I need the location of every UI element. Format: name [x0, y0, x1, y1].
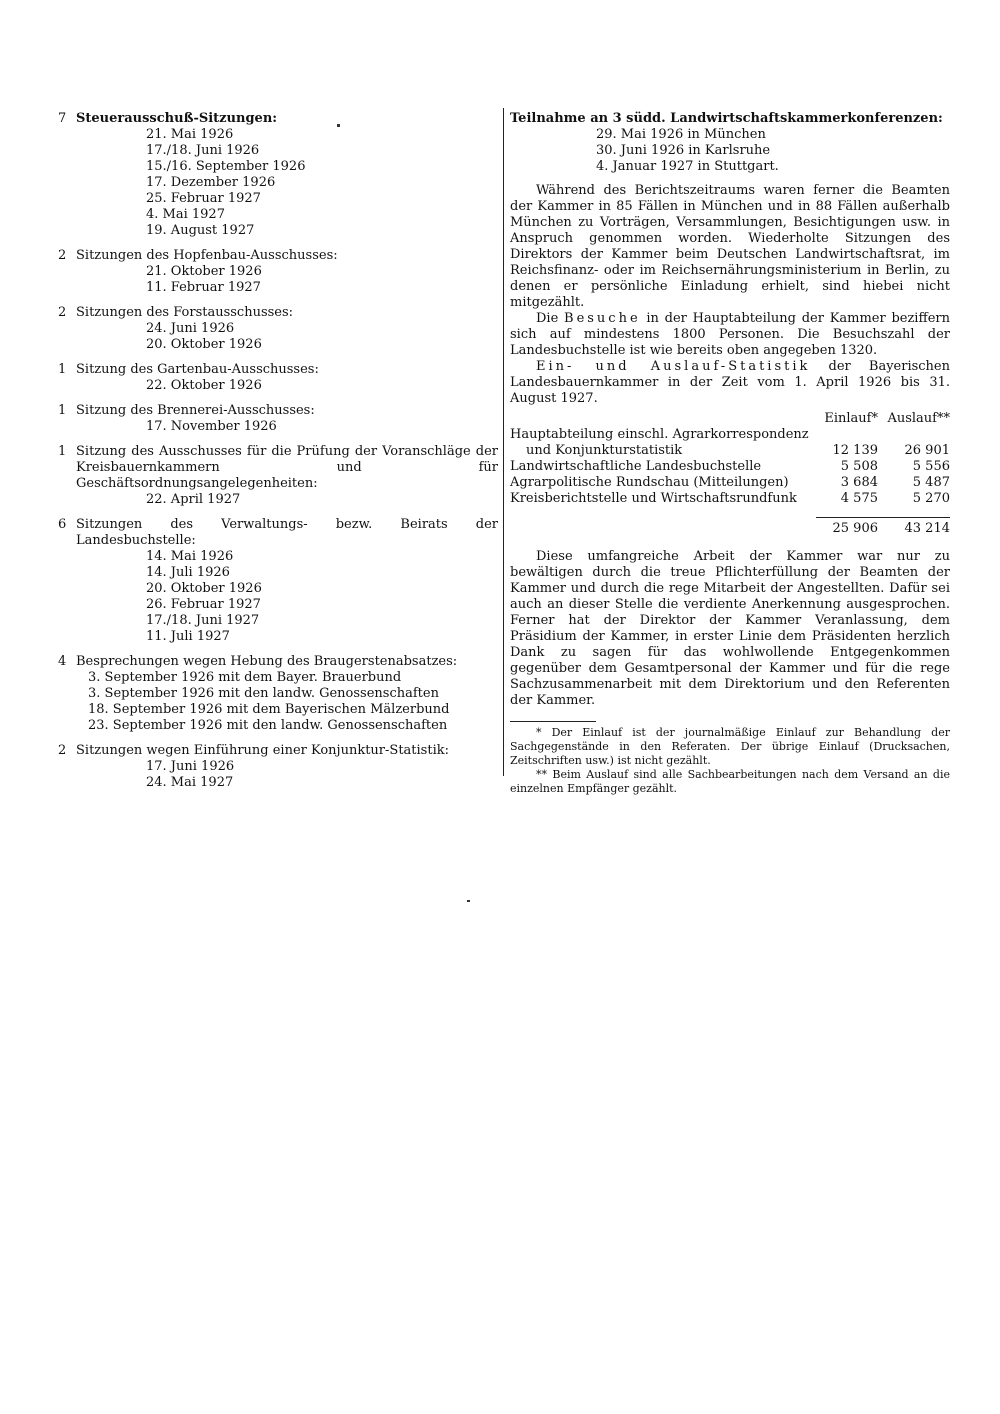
meeting-date: 25. Februar 1927	[146, 191, 261, 206]
statistics-auslauf	[878, 427, 950, 443]
meeting-title: Sitzungen des Verwaltungs- bezw. Beirats der Landesbuchstelle:	[76, 517, 498, 548]
header-auslauf: Auslauf**	[887, 411, 950, 426]
meeting-date: 17. Juni 1926	[146, 759, 235, 774]
meeting-date: 14. Juli 1926	[146, 565, 230, 580]
visitors-lead: Die	[536, 311, 559, 326]
meeting-count: 7	[58, 111, 67, 126]
statistics-total-row	[510, 521, 950, 537]
meeting-dates	[146, 264, 498, 296]
header-einlauf: Einlauf*	[824, 411, 878, 426]
meeting-date: 19. August 1927	[146, 223, 255, 238]
meeting-date: 23. September 1926 mit den landw. Genossenschaften	[88, 718, 448, 733]
meeting-title: Sitzung des Ausschusses für die Prüfung der Voranschläge der Kreisbauernkammern und für Geschäftsordnungsangelegenheiten:	[76, 444, 498, 491]
statistics-row	[510, 427, 950, 443]
statistics-einlauf	[810, 427, 878, 443]
meeting-date: 18. September 1926 mit dem Bayerischen Mälzerbund	[88, 702, 450, 717]
meeting-date: 3. September 1926 mit den landw. Genossenschaften	[88, 686, 439, 701]
meeting-title: Sitzungen des Hopfenbau-Ausschusses:	[76, 248, 338, 263]
meeting-date: 24. Mai 1927	[146, 775, 234, 790]
meeting-date: 14. Mai 1926	[146, 549, 234, 564]
statistics-einlauf: 4 575	[840, 491, 878, 506]
meeting-group	[58, 403, 498, 435]
meeting-group	[58, 248, 498, 296]
meeting-date: 22. April 1927	[146, 492, 241, 507]
statistics-auslauf: 26 901	[904, 443, 950, 458]
meeting-title: Sitzungen des Forstausschusses:	[76, 305, 294, 320]
footnote-einlauf: * Der Einlauf ist der journalmäßige Einlauf zur Behandlung der Sachgegenstände in den Referaten. Der übrige Einlauf (Drucksachen, Zeitschriften usw.) ist nicht gezählt.	[510, 726, 950, 767]
meeting-date: 22. Oktober 1926	[146, 378, 262, 393]
visitors-text: in der Hauptabteilung der Kammer beziffern sich auf mindestens 1800 Personen. Die Besuchszahl der Landesbuchstelle ist wie bereits oben angegeben 1320.	[510, 311, 950, 358]
statistics-label: und Konjunkturstatistik	[526, 443, 683, 458]
meeting-date: 4. Mai 1927	[146, 207, 225, 222]
meeting-dates	[88, 670, 498, 734]
meeting-date: 21. Mai 1926	[146, 127, 234, 142]
paragraph-visitors	[510, 311, 950, 359]
scan-speck	[467, 900, 470, 902]
meeting-group	[58, 362, 498, 394]
meeting-count: 2	[58, 305, 67, 320]
meeting-date: 26. Februar 1927	[146, 597, 261, 612]
meeting-group-heading	[58, 111, 498, 127]
right-column	[510, 111, 950, 796]
meeting-date: 21. Oktober 1926	[146, 264, 262, 279]
meeting-group	[58, 305, 498, 353]
meeting-date: 3. September 1926 mit dem Bayer. Brauerbund	[88, 670, 402, 685]
meeting-title: Sitzungen wegen Einführung einer Konjunktur-Statistik:	[76, 743, 449, 758]
statistics-header	[510, 411, 950, 427]
meeting-count: 2	[58, 248, 67, 263]
meeting-date: 17. Dezember 1926	[146, 175, 276, 190]
meeting-title: Besprechungen wegen Hebung des Braugerstenabsatzes:	[76, 654, 458, 669]
meeting-group	[58, 517, 498, 645]
total-einlauf: 25 906	[832, 521, 878, 536]
sum-rule	[816, 517, 950, 518]
statistics-einlauf: 12 139	[832, 443, 878, 458]
statistics-rows	[510, 427, 950, 507]
statistics-table	[510, 411, 950, 537]
visitors-keyword: Besuche	[564, 311, 641, 326]
meeting-date: 15./16. September 1926	[146, 159, 306, 174]
statistics-einlauf: 5 508	[840, 459, 878, 474]
statistics-auslauf: 5 270	[912, 491, 950, 506]
statistics-auslauf: 5 556	[912, 459, 950, 474]
meeting-group-heading	[58, 444, 498, 492]
meeting-title: Steuerausschuß-Sitzungen:	[76, 111, 278, 126]
statistics-row	[510, 443, 950, 459]
meeting-date: 17. November 1926	[146, 419, 277, 434]
meeting-count: 1	[58, 444, 67, 459]
meeting-count: 1	[58, 362, 67, 377]
meeting-title: Sitzung des Brennerei-Ausschusses:	[76, 403, 315, 418]
meeting-group-heading	[58, 362, 498, 378]
meeting-date: 11. Februar 1927	[146, 280, 261, 295]
meeting-count: 6	[58, 517, 67, 532]
meeting-date: 20. Oktober 1926	[146, 581, 262, 596]
statistics-einlauf: 3 684	[840, 475, 878, 490]
meeting-date: 17./18. Juni 1927	[146, 613, 260, 628]
meeting-group	[58, 111, 498, 239]
paragraph-statistics-intro	[510, 359, 950, 407]
meeting-dates	[146, 321, 498, 353]
statistics-auslauf: 5 487	[912, 475, 950, 490]
meeting-group	[58, 444, 498, 508]
footnote-rule	[510, 721, 596, 722]
statistics-label: Landwirtschaftliche Landesbuchstelle	[510, 459, 762, 474]
meeting-group-heading	[58, 654, 498, 670]
conference-date: 30. Juni 1926 in Karlsruhe	[596, 143, 771, 158]
paragraph-activities: Während des Berichtszeitraums waren ferner die Beamten der Kammer in 85 Fällen in München und in 88 Fällen außerhalb München zu Vorträgen, Versammlungen, Besichtigungen usw. in Anspruch genommen worden. Wiederholte Sitzungen des Direktors der Kammer beim Deutschen Landwirtschaftsrat, im Reichsfinanz- oder im Reichsernährungsministerium in Berlin, zu denen er persönliche Einladung erhielt, sind hiebei nicht mitgezählt.	[510, 183, 950, 310]
meeting-date: 20. Oktober 1926	[146, 337, 262, 352]
conference-date: 4. Januar 1927 in Stuttgart.	[596, 159, 779, 174]
meeting-dates	[146, 127, 498, 239]
statistics-row	[510, 459, 950, 475]
meeting-dates	[146, 492, 498, 508]
paragraph-acknowledgement: Diese umfangreiche Arbeit der Kammer war nur zu bewältigen durch die treue Pflichterfüllung der Beamten der Kammer und durch die rege Mitarbeit der Angestellten. Dafür sei auch an dieser Stelle die verdiente Anerkennung ausgesprochen. Ferner hat der Direktor der Kammer Veranlassung, dem Präsidium der Kammer, in erster Linie dem Präsidenten herzlich Dank zu sagen für das wohlwollende Entgegenkommen gegenüber dem Gesamtpersonal der Kammer und für die rege Sachzusammenarbeit mit dem Direktorium und den Referenten der Kammer.	[510, 549, 950, 708]
meeting-group-heading	[58, 403, 498, 419]
conference-date: 29. Mai 1926 in München	[596, 127, 766, 142]
footnote-auslauf: ** Beim Auslauf sind alle Sachbearbeitungen nach dem Versand an die einzelnen Empfänger gezählt.	[510, 768, 950, 795]
meeting-dates	[146, 759, 498, 791]
scan-speck	[337, 124, 340, 127]
meeting-group-heading	[58, 248, 498, 264]
statistics-label: Agrarpolitische Rundschau (Mitteilungen)	[510, 475, 789, 490]
meeting-group-heading	[58, 743, 498, 759]
meeting-date: 11. Juli 1927	[146, 629, 230, 644]
meeting-count: 2	[58, 743, 67, 758]
left-column	[58, 111, 498, 800]
meeting-dates	[146, 378, 498, 394]
meeting-group	[58, 654, 498, 734]
meeting-date: 24. Juni 1926	[146, 321, 235, 336]
statistics-intro-text: der Bayerischen Landesbauernkammer in der Zeit vom 1. April 1926 bis 31. August 1927.	[510, 359, 950, 406]
total-auslauf: 43 214	[904, 521, 950, 536]
meeting-date: 17./18. Juni 1926	[146, 143, 260, 158]
meeting-count: 1	[58, 403, 67, 418]
statistics-row	[510, 491, 950, 507]
statistics-label: Kreisberichtstelle und Wirtschaftsrundfunk	[510, 491, 797, 506]
statistics-row	[510, 475, 950, 491]
meeting-group-heading	[58, 305, 498, 321]
meeting-dates	[146, 549, 498, 645]
conference-heading: Teilnahme an 3 südd. Landwirtschaftskammerkonferenzen:	[510, 111, 943, 126]
meeting-dates	[146, 419, 498, 435]
statistics-keyword: Ein- und Auslauf-Statistik	[536, 359, 811, 374]
statistics-label: Hauptabteilung einschl. Agrarkorrespondenz	[510, 427, 809, 442]
meeting-group-heading	[58, 517, 498, 549]
meeting-count: 4	[58, 654, 67, 669]
meeting-group	[58, 743, 498, 791]
meeting-title: Sitzung des Gartenbau-Ausschusses:	[76, 362, 319, 377]
conference-dates	[596, 127, 950, 175]
column-divider	[503, 108, 504, 776]
